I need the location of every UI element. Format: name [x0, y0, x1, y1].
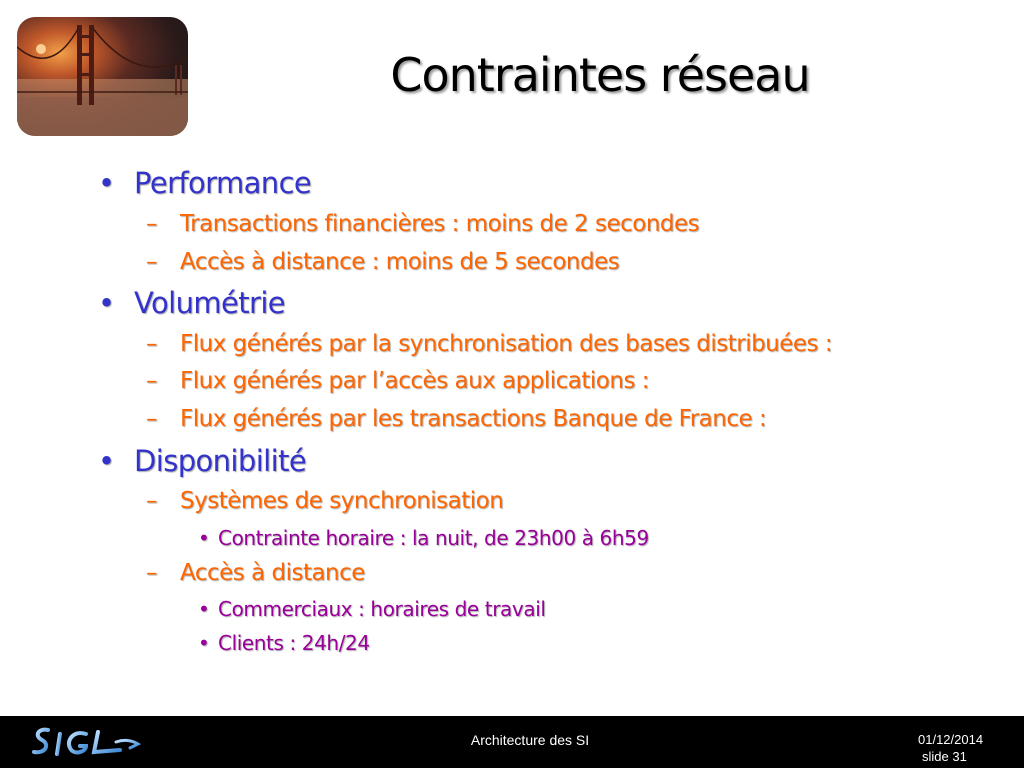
- bullet-text: Commerciaux : horaires de travail: [218, 597, 546, 621]
- bullet-text: Accès à distance : moins de 5 secondes: [180, 249, 620, 275]
- footer-bar: [0, 716, 1024, 768]
- slide-number: slide 31: [922, 749, 967, 764]
- bullet-item: [98, 444, 306, 478]
- dash-marker: –: [146, 406, 157, 432]
- footer-date: 01/12/2014: [918, 732, 984, 747]
- bullet-item: [146, 331, 832, 357]
- slide-title: Contraintes réseau: [390, 48, 810, 102]
- dash-marker: –: [146, 331, 157, 357]
- bullet-item: [146, 406, 766, 432]
- bullet-text: Performance: [134, 166, 312, 200]
- dash-marker: –: [146, 249, 157, 275]
- bridge-image: [17, 17, 188, 136]
- bullet-marker: •: [198, 597, 210, 621]
- bullet-marker: •: [98, 166, 115, 200]
- bullet-marker: •: [198, 631, 210, 655]
- bullet-marker: •: [198, 526, 210, 550]
- bullet-text: Accès à distance: [180, 560, 365, 586]
- bullet-item: [146, 211, 699, 237]
- bullet-text: Flux générés par les transactions Banque de France :: [180, 406, 767, 432]
- bullet-text: Clients : 24h/24: [218, 631, 370, 655]
- bullet-item: [146, 249, 619, 275]
- bullet-text: Volumétrie: [134, 286, 286, 320]
- bullet-item: [198, 526, 649, 550]
- bullet-text: Systèmes de synchronisation: [180, 488, 504, 514]
- bullet-item: [146, 488, 503, 514]
- bullet-item: [198, 597, 546, 621]
- header-photo: [17, 17, 188, 136]
- bullet-item: [98, 166, 311, 200]
- bullet-text: Disponibilité: [134, 444, 307, 478]
- bullet-text: Contrainte horaire : la nuit, de 23h00 à 6h59: [218, 526, 649, 550]
- dash-marker: –: [146, 488, 157, 514]
- bullet-item: [198, 631, 370, 655]
- bullet-item: [146, 368, 649, 394]
- bullet-marker: •: [98, 286, 115, 320]
- dash-marker: –: [146, 368, 157, 394]
- bullet-text: Flux générés par l’accès aux applications :: [180, 368, 649, 394]
- bullet-item: [146, 560, 365, 586]
- bullet-marker: •: [98, 444, 115, 478]
- footer-title: Architecture des SI: [470, 732, 590, 748]
- bullet-text: Flux générés par la synchronisation des bases distribuées :: [180, 331, 833, 357]
- bullet-item: [98, 286, 285, 320]
- bullet-text: Transactions financières : moins de 2 secondes: [180, 211, 700, 237]
- dash-marker: –: [146, 211, 157, 237]
- dash-marker: –: [146, 560, 157, 586]
